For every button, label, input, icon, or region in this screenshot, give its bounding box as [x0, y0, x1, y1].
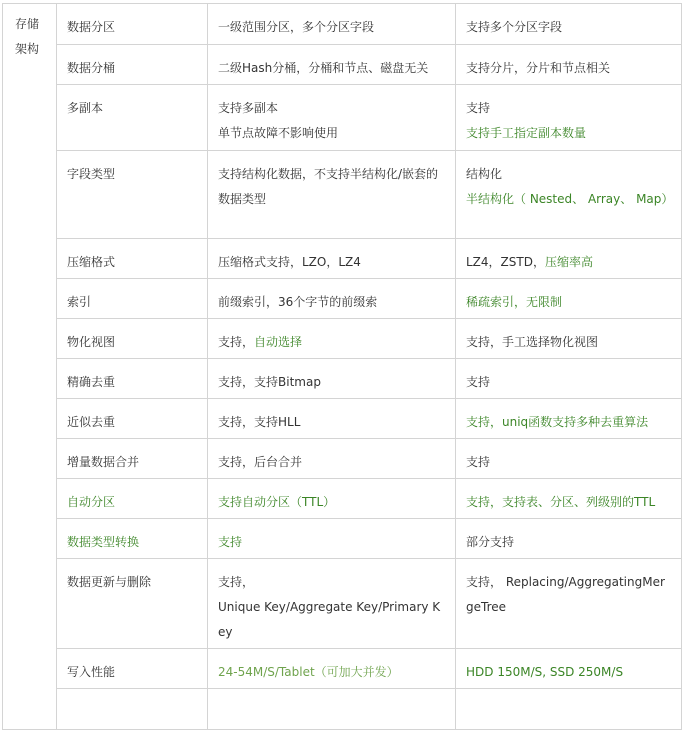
cell-text: 支持，支持表、分区、列级别的TTL — [466, 495, 656, 509]
cell-text: 自动选择 — [254, 335, 303, 349]
cell-text: 支持手工指定副本数量 — [466, 126, 587, 140]
feature-cell — [57, 85, 208, 151]
cell-line — [466, 370, 671, 395]
cell-line — [218, 660, 445, 685]
cell-line — [67, 410, 197, 435]
cell-line — [67, 570, 197, 595]
cell-text: 字段类型 — [67, 167, 116, 181]
table-row — [3, 479, 682, 519]
cell-text: 二级Hash分桶，分桶和节点、磁盘无关 — [218, 61, 429, 75]
engine-b-cell — [456, 239, 682, 279]
table-row — [3, 85, 682, 151]
cell-text: 支持，支持HLL — [218, 415, 301, 429]
engine-b-cell — [456, 479, 682, 519]
cell-text: 一级范围分区，多个分区字段 — [218, 20, 375, 34]
engine-a-cell — [208, 85, 456, 151]
engine-b-cell — [456, 519, 682, 559]
cell-text: 支持结构化数据，不支持半结构化/嵌套的数据类型 — [218, 167, 439, 206]
engine-b-cell — [456, 151, 682, 239]
cell-text: 支持多副本 — [218, 101, 279, 115]
cell-text: 数据分桶 — [67, 61, 116, 75]
cell-line — [218, 370, 445, 395]
cell-text: 支持， — [218, 575, 255, 589]
feature-cell — [57, 151, 208, 239]
cell-line — [466, 121, 671, 146]
engine-a-cell — [208, 279, 456, 319]
cell-line — [67, 96, 197, 121]
cell-line — [466, 187, 674, 212]
feature-cell — [57, 479, 208, 519]
cell-line — [466, 570, 671, 620]
cell-text: 前缀索引，36个字节的前缀索 — [218, 295, 378, 309]
feature-cell — [57, 519, 208, 559]
engine-a-cell — [208, 359, 456, 399]
cell-line — [218, 162, 445, 212]
feature-cell — [57, 399, 208, 439]
cell-text: 支持，uniq函数支持多种去重算法 — [466, 415, 649, 429]
engine-b-cell — [456, 689, 682, 730]
cell-line — [218, 56, 445, 81]
table-row — [3, 45, 682, 85]
cell-line — [466, 15, 671, 40]
cell-text: 自动分区 — [67, 495, 116, 509]
cell-line — [67, 15, 197, 40]
cell-line — [466, 450, 671, 475]
feature-cell — [57, 279, 208, 319]
cell-text: 压缩格式 — [67, 255, 116, 269]
engine-b-cell — [456, 359, 682, 399]
cell-line — [218, 96, 445, 121]
cell-text: 支持自动分区（TTL） — [218, 495, 336, 509]
table-row — [3, 239, 682, 279]
feature-cell — [57, 45, 208, 85]
cell-line — [466, 330, 671, 355]
cell-text: 支持 — [466, 101, 491, 115]
cell-line — [218, 330, 445, 355]
cell-text: 索引 — [67, 295, 92, 309]
cell-line — [67, 290, 197, 315]
table-row — [3, 519, 682, 559]
cell-line — [67, 250, 197, 275]
engine-b-cell — [456, 279, 682, 319]
feature-cell — [57, 439, 208, 479]
cell-text: 支持，支持Bitmap — [218, 375, 321, 389]
cell-line — [67, 162, 197, 187]
cell-text: 部分支持 — [466, 535, 515, 549]
engine-b-cell — [456, 45, 682, 85]
cell-text: 数据分区 — [67, 20, 116, 34]
engine-a-cell — [208, 4, 456, 45]
cell-text: 支持 — [466, 455, 491, 469]
cell-line — [67, 370, 197, 395]
table-row — [3, 439, 682, 479]
engine-a-cell — [208, 479, 456, 519]
cell-line — [218, 410, 445, 435]
engine-a-cell — [208, 689, 456, 730]
cell-text: 写入性能 — [67, 665, 116, 679]
cell-text: 支持 — [466, 375, 491, 389]
cell-text: 支持，手工选择物化视图 — [466, 335, 599, 349]
table-row — [3, 151, 682, 239]
cell-text: 结构化 — [466, 167, 503, 181]
feature-cell — [57, 559, 208, 649]
cell-text: Unique Key/Aggregate Key/Primary Key — [218, 600, 441, 639]
cell-line — [466, 162, 671, 187]
engine-a-cell — [208, 649, 456, 689]
feature-cell — [57, 359, 208, 399]
cell-text: 压缩率高 — [544, 255, 593, 269]
engine-a-cell — [208, 319, 456, 359]
feature-cell — [57, 689, 208, 730]
table-row — [3, 319, 682, 359]
table-row — [3, 649, 682, 689]
cell-line — [466, 410, 671, 435]
cell-line — [466, 290, 671, 315]
cell-line — [466, 96, 671, 121]
cell-text: 支持， — [218, 335, 255, 349]
engine-a-cell — [208, 151, 456, 239]
cell-text: 稀疏索引，无限制 — [466, 295, 563, 309]
table-row — [3, 359, 682, 399]
table-row — [3, 399, 682, 439]
cell-line — [67, 56, 197, 81]
engine-b-cell — [456, 439, 682, 479]
cell-text: LZ4，ZSTD， — [466, 255, 545, 269]
cell-text: 数据类型转换 — [67, 535, 140, 549]
section-label: 存储架构 — [3, 4, 57, 730]
cell-line — [466, 56, 671, 81]
feature-cell — [57, 4, 208, 45]
cell-text: HDD 150M/S, SSD 250M/S — [466, 665, 624, 679]
cell-text: 压缩格式支持，LZO，LZ4 — [218, 255, 361, 269]
cell-line — [218, 450, 445, 475]
cell-line — [466, 660, 671, 685]
cell-text: 多副本 — [67, 101, 104, 115]
cell-text: 支持， Replacing/AggregatingMergeTree — [466, 575, 665, 614]
feature-cell — [57, 649, 208, 689]
table-row — [3, 4, 682, 45]
cell-line — [218, 570, 445, 595]
engine-a-cell — [208, 559, 456, 649]
engine-b-cell — [456, 559, 682, 649]
feature-cell — [57, 319, 208, 359]
engine-b-cell — [456, 399, 682, 439]
cell-line — [218, 15, 445, 40]
engine-a-cell — [208, 239, 456, 279]
engine-a-cell — [208, 439, 456, 479]
cell-line — [67, 490, 197, 515]
cell-text: 支持，后台合并 — [218, 455, 303, 469]
cell-text: 24-54M/S/Tablet（可加大并发） — [218, 665, 399, 679]
engine-b-cell — [456, 649, 682, 689]
cell-line — [67, 660, 197, 685]
cell-text: 数据更新与删除 — [67, 575, 152, 589]
cell-line — [218, 121, 445, 146]
cell-line — [466, 490, 671, 515]
cell-text: 增量数据合并 — [67, 455, 140, 469]
cell-line — [218, 595, 445, 645]
cell-line — [67, 450, 197, 475]
engine-b-cell — [456, 319, 682, 359]
feature-cell — [57, 239, 208, 279]
engine-a-cell — [208, 399, 456, 439]
table-row — [3, 689, 682, 730]
cell-text: 物化视图 — [67, 335, 116, 349]
engine-b-cell — [456, 4, 682, 45]
table-row — [3, 279, 682, 319]
engine-a-cell — [208, 45, 456, 85]
cell-line — [218, 530, 445, 555]
table-body — [3, 4, 682, 730]
cell-line — [67, 330, 197, 355]
table-row — [3, 559, 682, 649]
cell-line — [218, 290, 445, 315]
cell-text: 单节点故障不影响使用 — [218, 126, 339, 140]
cell-text: 精确去重 — [67, 375, 116, 389]
engine-b-cell — [456, 85, 682, 151]
cell-text: 支持分片，分片和节点相关 — [466, 61, 611, 75]
cell-text: 半结构化（ Nested、 Array、 Map） — [466, 192, 674, 206]
cell-text: 支持多个分区字段 — [466, 20, 563, 34]
cell-line — [466, 250, 671, 275]
cell-text: 近似去重 — [67, 415, 116, 429]
cell-line — [218, 490, 445, 515]
engine-a-cell — [208, 519, 456, 559]
cell-line — [466, 530, 671, 555]
cell-line — [67, 530, 197, 555]
cell-text: 支持 — [218, 535, 243, 549]
comparison-table — [2, 3, 682, 730]
cell-line — [218, 250, 445, 275]
